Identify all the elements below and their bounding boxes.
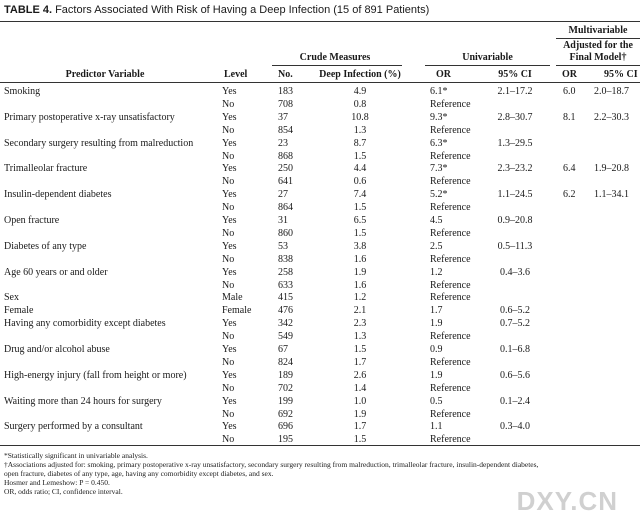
header-mv-ci: 95% CI — [604, 69, 638, 80]
deep-infection-cell: 1.5 — [353, 150, 367, 162]
header-ci: 95% CI — [498, 69, 532, 80]
table-row — [0, 304, 640, 317]
table-row — [0, 369, 640, 382]
level-cell: Yes — [222, 344, 237, 355]
count-cell: 860 — [278, 227, 293, 239]
predictor-cell: Secondary surgery resulting from malreduction — [4, 137, 194, 149]
deep-infection-cell: 1.3 — [353, 124, 367, 136]
mv-ci-cell: 2.2–30.3 — [594, 111, 629, 123]
level-cell: Yes — [222, 318, 237, 330]
count-cell: 864 — [278, 202, 293, 214]
predictor-cell: Age 60 years or and older — [4, 266, 108, 278]
deep-infection-cell: 3.8 — [353, 240, 367, 252]
mv-ci-cell: 1.9–20.8 — [594, 163, 629, 175]
odds-ratio-cell: Reference — [430, 176, 471, 188]
watermark-logo: DXY.CN — [516, 486, 618, 516]
table-row — [0, 408, 640, 421]
deep-infection-cell: 1.9 — [353, 266, 367, 278]
level-cell: No — [222, 227, 235, 239]
table-row — [0, 382, 640, 395]
count-cell: 250 — [278, 163, 293, 175]
level-cell: Yes — [222, 111, 237, 123]
table-row — [0, 356, 640, 369]
count-cell: 838 — [278, 253, 293, 265]
predictor-cell: High-energy injury (fall from height or more) — [4, 369, 187, 381]
table-row — [0, 420, 640, 433]
odds-ratio-cell: 6.1* — [430, 86, 448, 97]
deep-infection-cell: 2.3 — [353, 318, 367, 330]
deep-infection-cell: 1.4 — [353, 382, 367, 394]
level-cell: Yes — [222, 86, 237, 97]
header-adjusted-line1: Adjusted for the — [563, 40, 633, 51]
level-cell: Yes — [222, 240, 237, 252]
predictor-cell: Female — [4, 305, 34, 317]
table-row — [0, 291, 640, 304]
header-or: OR — [436, 69, 451, 80]
footnote-abbreviations: OR, odds ratio; CI, confidence interval. — [4, 487, 123, 496]
table-row — [0, 137, 640, 150]
table-row — [0, 201, 640, 214]
ci-cell: 2.8–30.7 — [497, 111, 533, 123]
odds-ratio-cell: Reference — [430, 292, 471, 304]
count-cell: 692 — [278, 408, 293, 420]
odds-ratio-cell: 1.9 — [430, 318, 443, 330]
level-cell: Yes — [222, 369, 237, 381]
footnote-adjusted: †Associations adjusted for: smoking, primary postoperative x-ray unsatisfactory, secondary surgery resulting from malreduction, trimalleolar fracture, insulin-dependent diabetes, — [4, 460, 539, 469]
odds-ratio-cell: Reference — [430, 98, 471, 110]
count-cell: 258 — [278, 266, 293, 278]
odds-ratio-cell: 0.5 — [430, 395, 443, 407]
deep-infection-cell: 1.5 — [353, 344, 367, 355]
ci-cell: 2.3–23.2 — [497, 163, 533, 175]
odds-ratio-cell: Reference — [430, 279, 471, 291]
deep-infection-cell: 0.6 — [353, 176, 367, 188]
count-cell: 189 — [278, 369, 293, 381]
count-cell: 27 — [278, 189, 288, 201]
odds-ratio-cell: 2.5 — [430, 240, 443, 252]
footnote-significant: *Statistically significant in univariable analysis. — [4, 451, 148, 460]
predictor-cell: Drug and/or alcohol abuse — [4, 344, 110, 355]
count-cell: 549 — [278, 331, 293, 343]
deep-infection-cell: 4.4 — [353, 163, 367, 175]
deep-infection-cell: 6.5 — [353, 215, 367, 226]
deep-infection-cell: 8.7 — [353, 137, 367, 149]
count-cell: 23 — [278, 137, 288, 149]
table-row — [0, 279, 640, 292]
level-cell: Female — [222, 305, 252, 317]
header-univariable: Univariable — [462, 52, 513, 63]
predictor-cell: Having any comorbidity except diabetes — [4, 318, 166, 330]
predictor-cell: Sex — [4, 292, 19, 304]
level-cell: No — [222, 124, 235, 136]
footnote-adjusted-continued: open fracture, diabetes of any type, age, having any comorbidity except diabetes, and sex. — [4, 469, 274, 478]
deep-infection-cell: 1.6 — [353, 253, 367, 265]
header-level: Level — [224, 69, 248, 80]
level-cell: Yes — [222, 163, 237, 175]
predictor-cell: Diabetes of any type — [4, 240, 87, 252]
count-cell: 342 — [278, 318, 293, 330]
bottom-rule — [0, 445, 640, 446]
top-rule — [0, 21, 640, 22]
ci-cell: 0.4–3.6 — [500, 266, 530, 278]
univariable-rule — [425, 65, 550, 66]
count-cell: 67 — [278, 344, 288, 355]
predictor-cell: Trimalleolar fracture — [4, 163, 88, 175]
deep-infection-cell: 1.6 — [353, 279, 367, 291]
level-cell: Yes — [222, 421, 237, 433]
odds-ratio-cell: 5.2* — [430, 189, 448, 201]
deep-infection-cell: 4.9 — [353, 86, 367, 97]
deep-infection-cell: 1.0 — [353, 395, 367, 407]
odds-ratio-cell: 0.9 — [430, 344, 443, 355]
table-row — [0, 266, 640, 279]
ci-cell: 1.1–24.5 — [497, 189, 533, 201]
odds-ratio-cell: Reference — [430, 253, 471, 265]
level-cell: No — [222, 98, 235, 110]
deep-infection-cell: 1.3 — [353, 331, 367, 343]
odds-ratio-cell: 4.5 — [430, 215, 443, 226]
table-row — [0, 343, 640, 356]
header-no: No. — [278, 69, 293, 80]
predictor-cell: Open fracture — [4, 215, 60, 226]
level-cell: Yes — [222, 266, 237, 278]
odds-ratio-cell: 7.3* — [430, 163, 448, 175]
mv-ci-cell: 1.1–34.1 — [594, 189, 629, 201]
level-cell: No — [222, 434, 235, 446]
odds-ratio-cell: 1.2 — [430, 266, 443, 278]
table-row — [0, 162, 640, 175]
count-cell: 633 — [278, 279, 293, 291]
odds-ratio-cell: 1.7 — [430, 305, 443, 317]
odds-ratio-cell: Reference — [430, 202, 471, 214]
count-cell: 37 — [278, 111, 288, 123]
table-row — [0, 188, 640, 201]
table-row — [0, 253, 640, 266]
ci-cell: 2.1–17.2 — [497, 86, 533, 97]
count-cell: 53 — [278, 240, 288, 252]
odds-ratio-cell: Reference — [430, 434, 471, 446]
predictor-cell: Primary postoperative x-ray unsatisfactory — [4, 111, 175, 123]
odds-ratio-cell: Reference — [430, 331, 471, 343]
ci-cell: 0.1–2.4 — [500, 395, 530, 407]
table-row — [0, 227, 640, 240]
table-number: TABLE 4. — [4, 4, 53, 16]
table-row — [0, 111, 640, 124]
table-row — [0, 175, 640, 188]
odds-ratio-cell: Reference — [430, 382, 471, 394]
crude-rule — [272, 65, 402, 66]
level-cell: No — [222, 331, 235, 343]
odds-ratio-cell: 1.1 — [430, 421, 443, 433]
ci-cell: 0.6–5.6 — [500, 369, 530, 381]
level-cell: Yes — [222, 189, 237, 201]
deep-infection-cell: 2.6 — [353, 369, 367, 381]
deep-infection-cell: 10.8 — [351, 111, 369, 123]
predictor-cell: Surgery performed by a consultant — [4, 421, 143, 433]
mv-odds-ratio-cell: 6.4 — [563, 163, 576, 175]
deep-infection-cell: 0.8 — [353, 98, 367, 110]
header-deep-infection: Deep Infection (%) — [319, 69, 401, 80]
level-cell: No — [222, 150, 235, 162]
level-cell: No — [222, 202, 235, 214]
odds-ratio-cell: Reference — [430, 150, 471, 162]
count-cell: 868 — [278, 150, 293, 162]
count-cell: 195 — [278, 434, 293, 446]
footnote-hosmer: Hosmer and Lemeshow: P = 0.450. — [4, 478, 110, 487]
count-cell: 824 — [278, 356, 293, 368]
table-row — [0, 124, 640, 137]
deep-infection-cell: 7.4 — [353, 189, 367, 201]
header-crude-measures: Crude Measures — [299, 52, 371, 63]
header-multivariable: Multivariable — [568, 25, 628, 36]
ci-cell: 0.1–6.8 — [500, 344, 530, 355]
count-cell: 415 — [278, 292, 293, 304]
count-cell: 708 — [278, 98, 293, 110]
odds-ratio-cell: Reference — [430, 124, 471, 136]
multivariable-rule — [556, 38, 640, 39]
odds-ratio-cell: Reference — [430, 356, 471, 368]
table-row — [0, 330, 640, 343]
header-adjusted-line2: Final Model† — [569, 52, 627, 63]
level-cell: Yes — [222, 137, 237, 149]
header-rule — [0, 82, 640, 83]
level-cell: No — [222, 279, 235, 291]
table-caption: Factors Associated With Risk of Having a Deep Infection (15 of 891 Patients) — [55, 4, 430, 16]
odds-ratio-cell: 6.3* — [430, 137, 448, 149]
count-cell: 854 — [278, 124, 293, 136]
count-cell: 183 — [278, 86, 293, 97]
count-cell: 476 — [278, 305, 293, 317]
odds-ratio-cell: Reference — [430, 227, 471, 239]
count-cell: 702 — [278, 382, 293, 394]
level-cell: Yes — [222, 395, 237, 407]
mv-odds-ratio-cell: 8.1 — [563, 111, 576, 123]
table-row — [0, 214, 640, 227]
deep-infection-cell: 1.7 — [353, 421, 367, 433]
count-cell: 641 — [278, 176, 293, 188]
deep-infection-cell: 1.5 — [353, 434, 367, 446]
multi-sub-rule — [556, 65, 640, 66]
count-cell: 696 — [278, 421, 293, 433]
deep-infection-cell: 1.9 — [353, 408, 367, 420]
count-cell: 31 — [278, 215, 288, 226]
level-cell: Male — [222, 292, 243, 304]
ci-cell: 0.5–11.3 — [497, 240, 533, 252]
level-cell: No — [222, 382, 235, 394]
ci-cell: 0.9–20.8 — [497, 215, 533, 226]
ci-cell: 1.3–29.5 — [497, 137, 533, 149]
predictor-cell: Smoking — [4, 86, 41, 97]
table-row — [0, 240, 640, 253]
ci-cell: 0.3–4.0 — [500, 421, 530, 433]
table-row — [0, 317, 640, 330]
header-predictor: Predictor Variable — [65, 69, 145, 80]
ci-cell: 0.7–5.2 — [500, 318, 530, 330]
ci-cell: 0.6–5.2 — [500, 305, 530, 317]
deep-infection-cell: 1.5 — [353, 227, 367, 239]
deep-infection-cell: 1.5 — [353, 202, 367, 214]
mv-odds-ratio-cell: 6.0 — [563, 86, 576, 97]
odds-ratio-cell: 9.3* — [430, 111, 448, 123]
deep-infection-cell: 1.7 — [353, 356, 367, 368]
odds-ratio-cell: Reference — [430, 408, 471, 420]
deep-infection-cell: 2.1 — [353, 305, 367, 317]
level-cell: No — [222, 176, 235, 188]
table-row — [0, 98, 640, 111]
mv-ci-cell: 2.0–18.7 — [594, 86, 629, 97]
level-cell: No — [222, 356, 235, 368]
level-cell: No — [222, 253, 235, 265]
deep-infection-cell: 1.2 — [353, 292, 367, 304]
table-row — [0, 150, 640, 163]
count-cell: 199 — [278, 395, 293, 407]
odds-ratio-cell: 1.9 — [430, 369, 443, 381]
level-cell: No — [222, 408, 235, 420]
mv-odds-ratio-cell: 6.2 — [563, 189, 576, 201]
header-mv-or: OR — [562, 69, 577, 80]
level-cell: Yes — [222, 215, 237, 226]
predictor-cell: Waiting more than 24 hours for surgery — [4, 395, 162, 407]
table-row — [0, 85, 640, 98]
table-row — [0, 395, 640, 408]
predictor-cell: Insulin-dependent diabetes — [4, 189, 112, 201]
table-title — [4, 4, 429, 16]
